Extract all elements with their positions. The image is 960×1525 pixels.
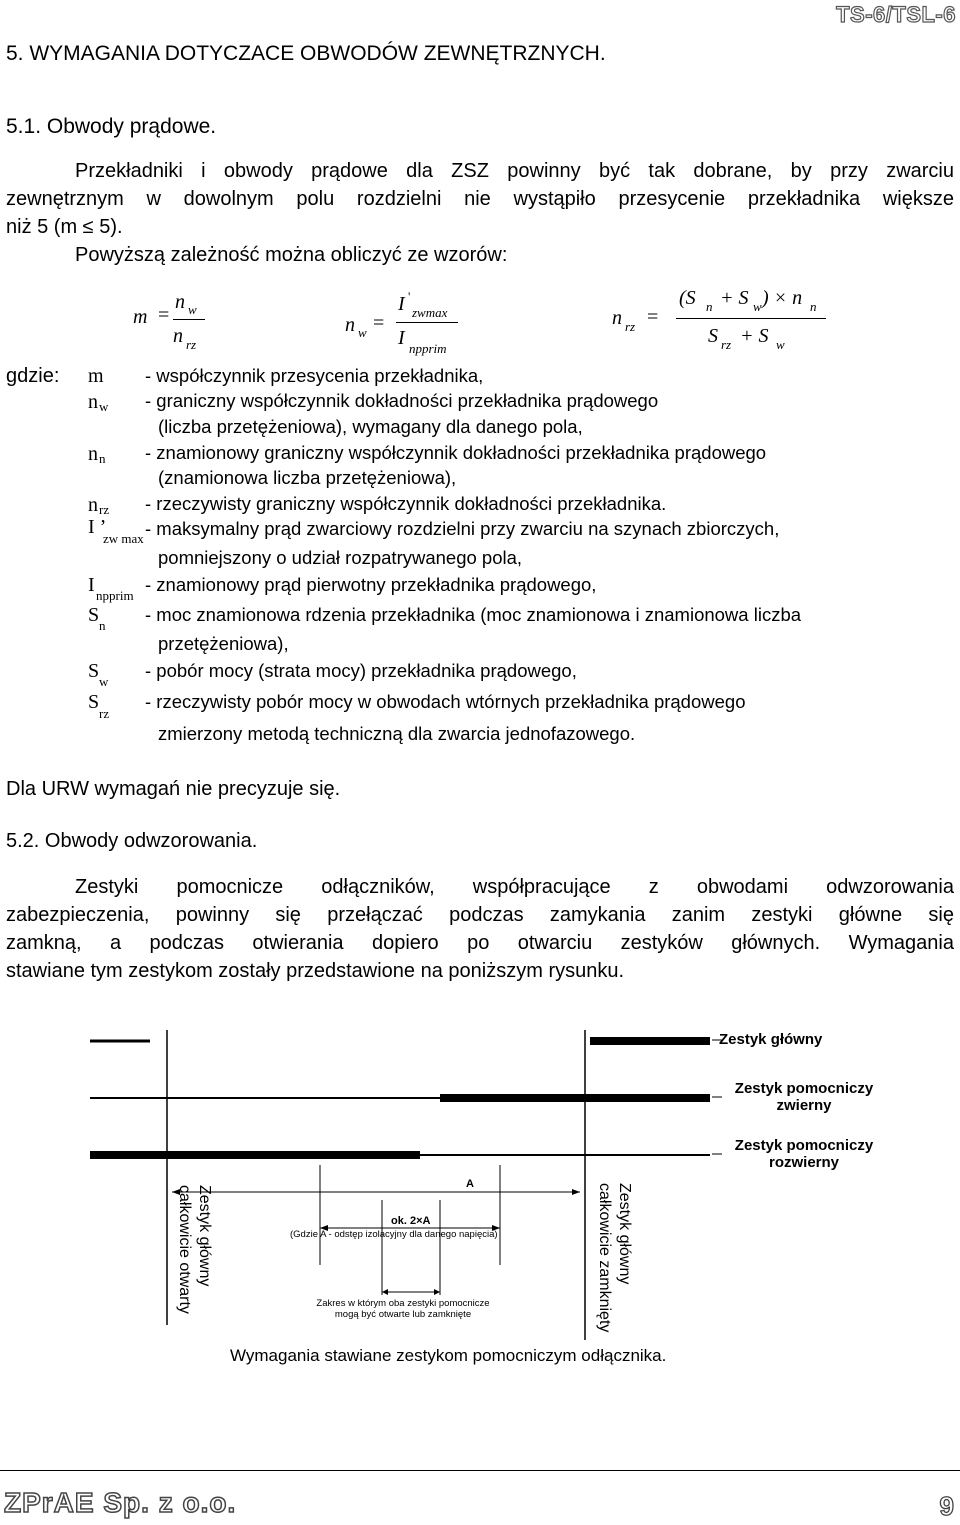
def-text: - rzeczywisty pobór mocy w obwodach wtórnych przekładnika prądowego xyxy=(145,691,746,712)
where-label: gdzie: xyxy=(6,365,60,387)
section-52-title: 5.2. Obwody odwzorowania. xyxy=(6,830,258,852)
subsection-title: 5.1. Obwody prądowe. xyxy=(6,115,217,138)
footer-divider xyxy=(0,1470,960,1471)
def-symbol-sub: npprim xyxy=(96,588,134,603)
def-text: - rzeczywisty graniczny współczynnik dokładności przekładnika. xyxy=(145,493,667,514)
formula-nw-lhs: n xyxy=(345,314,355,336)
left-vertical-label-2: Zestyk główny xyxy=(196,1185,213,1287)
section-title: 5. WYMAGANIA DOTYCZACE OBWODÓW ZEWNĘTRZNYCH. xyxy=(6,42,606,65)
def-symbol-sub: rz xyxy=(99,502,110,517)
def-symbol-sub: rz xyxy=(99,706,110,721)
def-text-cont: (liczba przetężeniowa), wymagany dla danego pola, xyxy=(158,416,583,437)
right-vertical-label-2: Zestyk główny xyxy=(616,1183,633,1285)
def-text-cont: przetężeniowa), xyxy=(158,633,289,654)
formula-nw-den-sub: npprim xyxy=(409,341,447,356)
def-text: - maksymalny prąd zwarciowy rozdzielni przy zwarciu na szynach zbiorczych, xyxy=(145,518,780,539)
section-52-line-1: Zestyki pomocnicze odłączników, współpracujące z obwodami odwzorowania xyxy=(75,876,954,898)
dimension-2a-label: ok. 2×A xyxy=(391,1215,431,1227)
nc-aux-label-line-1: Zestyk pomocniczy xyxy=(734,1137,874,1154)
company-logo: ZPrAE Sp. z o.o. xyxy=(4,1487,237,1518)
formula-nrz-num-plus: + S xyxy=(720,287,749,309)
def-symbol-sub: n xyxy=(99,618,106,633)
def-text: - znamionowy graniczny współczynnik dokładności przekładnika prądowego xyxy=(145,442,767,463)
nc-aux-label xyxy=(719,1137,889,1171)
def-symbol: S xyxy=(88,691,100,713)
left-vertical-label-1: całkowicie otwarty xyxy=(176,1185,193,1314)
formula-m-den: n xyxy=(173,325,183,347)
formula-m-num: n xyxy=(175,291,185,313)
def-symbol: n xyxy=(88,443,98,465)
formula-nw-lhs-sub: w xyxy=(358,325,367,340)
nc-aux-label-line-2: rozwierny xyxy=(768,1154,840,1171)
arrowhead xyxy=(434,1289,440,1295)
formula-nrz-num-sub2: w xyxy=(753,299,762,314)
section-52-line-2: zabezpieczenia, powinny się przełączać podczas zamykania zanim zestyki główne się xyxy=(6,904,954,926)
no-aux-label-line-2: zwierny xyxy=(776,1097,832,1114)
section-52-line-4: stawiane tym zestykom zostały przedstawione na poniższym rysunku. xyxy=(6,960,625,982)
section-52-line-3: zamkną, a podczas otwierania dopiero po otwarciu zestyków głównych. Wymagania xyxy=(6,932,954,954)
formula-nrz-num-sub3: n xyxy=(810,299,817,314)
dimension-a-label: A xyxy=(466,1178,474,1190)
urw-note: Dla URW wymagań nie precyzuje się. xyxy=(6,778,341,800)
zone-label-line-2: mogą być otwarte lub zamknięte xyxy=(334,1309,472,1320)
def-symbol: S xyxy=(88,660,100,682)
def-symbol-sub: w xyxy=(99,399,109,414)
formula-m-num-sub: w xyxy=(188,302,197,317)
def-symbol: I ’ xyxy=(88,516,107,538)
formula-m-den-sub: rz xyxy=(186,337,197,352)
def-text: - graniczny współczynnik dokładności przekładnika prądowego xyxy=(145,390,659,411)
formula-nw-den: I xyxy=(398,327,405,349)
right-vertical-label-1: całkowicie zamknięty xyxy=(596,1183,613,1333)
formula-nrz-lhs: n xyxy=(612,307,622,329)
def-symbol: n xyxy=(88,391,98,413)
diagram-caption: Wymagania stawiane zestykom pomocniczym odłącznika. xyxy=(230,1346,667,1365)
formula-nw-num-sub: zwmax xyxy=(412,305,448,320)
formula-nrz-den-sub-a: rz xyxy=(721,337,732,352)
def-text-cont: (znamionowa liczba przetężeniowa), xyxy=(158,467,457,488)
formula-m-lhs: m xyxy=(133,306,148,328)
def-symbol-sub: w xyxy=(99,674,109,689)
zone-label-line-1: Zakres w którym oba zestyki pomocnicze xyxy=(316,1298,490,1309)
def-text: - pobór mocy (strata mocy) przekładnika prądowego, xyxy=(145,660,577,681)
arrowhead xyxy=(572,1189,580,1195)
intro-line-3: niż 5 (m ≤ 5). xyxy=(6,216,123,238)
main-contact-label: Zestyk główny xyxy=(719,1031,823,1048)
zone-label xyxy=(308,1298,498,1320)
formula-nrz-lhs-sub: rz xyxy=(625,319,636,334)
document-code: TS-6/TSL-6 xyxy=(836,2,956,27)
arrowhead xyxy=(382,1289,388,1295)
def-text: - współczynnik przesycenia przekładnika, xyxy=(145,365,484,386)
def-text: - znamionowy prąd pierwotny przekładnika prądowego, xyxy=(145,574,597,595)
intro-line-4: Powyższą zależność można obliczyć ze wzorów: xyxy=(75,244,508,266)
formula-nw-equals: = xyxy=(373,312,385,334)
def-text-cont: zmierzony metodą techniczną dla zwarcia jednofazowego. xyxy=(158,723,636,744)
formula-nrz-num-open: (S xyxy=(679,287,696,309)
no-aux-label xyxy=(719,1080,889,1114)
formula-nrz-den-a: S xyxy=(708,325,718,347)
def-symbol: m xyxy=(88,365,104,387)
page-number: 9 xyxy=(939,1491,954,1521)
intro-line-1: Przekładniki i obwody prądowe dla ZSZ powinny być tak dobrane, by przy zwarciu xyxy=(75,160,954,182)
no-aux-label-line-1: Zestyk pomocniczy xyxy=(734,1080,874,1097)
formula-nw-num: I xyxy=(398,293,405,315)
formula-nw-num-sup: ' xyxy=(408,289,411,304)
formula-nrz-num-close: ) × n xyxy=(762,287,803,309)
def-symbol: I xyxy=(88,574,95,596)
formula-nrz-den-plus: + S xyxy=(740,325,769,347)
def-symbol: S xyxy=(88,604,100,626)
intro-line-2: zewnętrznym w dowolnym polu rozdzielni nie wystąpiło przesycenie przekładnika większe xyxy=(6,188,954,210)
def-symbol-sub: zw max xyxy=(103,531,144,546)
formula-nrz-num-sub1: n xyxy=(706,299,713,314)
formula-m-equals: = xyxy=(158,304,170,326)
def-text: - moc znamionowa rdzenia przekładnika (moc znamionowa i znamionowa liczba xyxy=(145,604,802,625)
dimension-note: (Gdzie A - odstęp izolacyjny dla danego napięcia) xyxy=(290,1229,498,1240)
def-symbol-sub: n xyxy=(99,451,106,466)
def-symbol: n xyxy=(88,494,98,516)
def-text-cont: pomniejszony o udział rozpatrywanego pola, xyxy=(158,547,523,568)
formula-nrz-equals: = xyxy=(647,306,659,328)
formula-nrz-den-sub-b: w xyxy=(776,337,785,352)
